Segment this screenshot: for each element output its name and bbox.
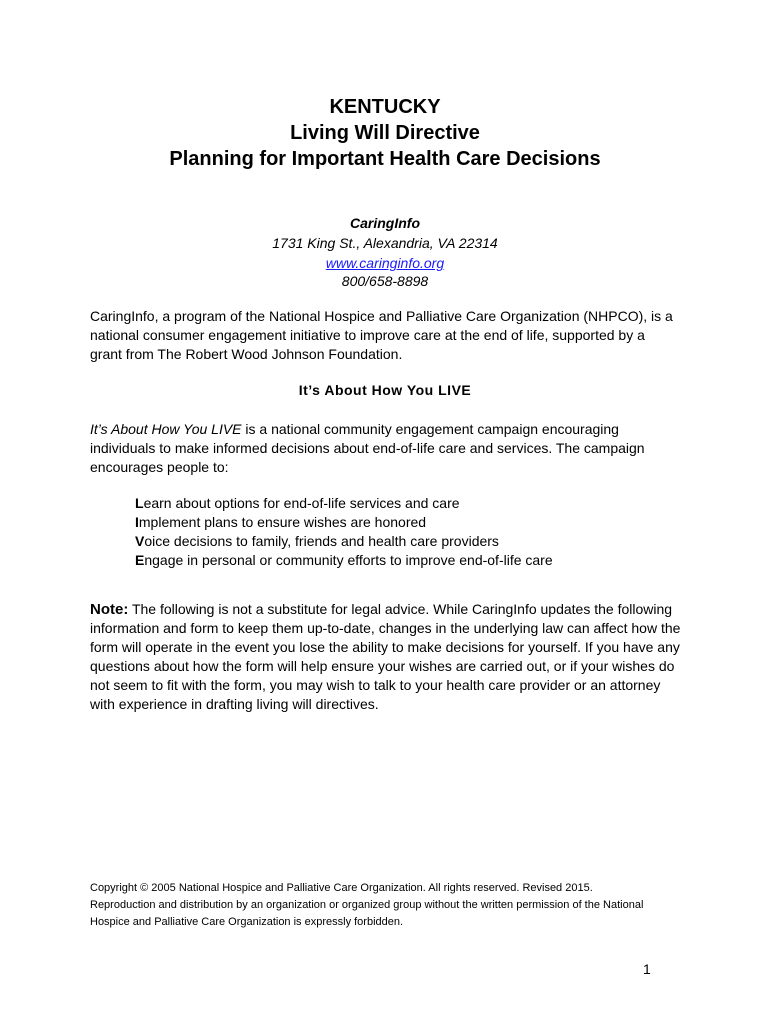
list-item-letter: L <box>135 495 144 511</box>
list-item-text: oice decisions to family, friends and health care providers <box>144 533 499 549</box>
copyright-notice <box>90 880 680 931</box>
organization-address: 1731 King St., Alexandria, VA 22314 <box>272 235 498 251</box>
page-number: 1 <box>643 961 651 977</box>
list-item-text: mplement plans to ensure wishes are honored <box>138 514 427 530</box>
note-text: The following is not a substitute for legal advice. While CaringInfo updates the following information and form to keep them up-to-date, changes in the underlying law can affect how the form will operate in the event you lose the ability to make decisions for yourself. If you have any questions about how the form will help ensure your wishes are carried out, or if your wishes do not seem to fit with the form, you may wish to talk to your health care provider or an attorney with experience in drafting living will directives. <box>90 601 681 712</box>
campaign-list <box>135 494 675 570</box>
list-item-text: ngage in personal or community efforts to improve end-of-life care <box>144 552 553 568</box>
list-item-letter: I <box>135 514 139 530</box>
campaign-name: It’s About How You LIVE <box>90 421 242 437</box>
organization-website-link[interactable]: www.caringinfo.org <box>325 255 445 271</box>
list-item <box>135 513 675 532</box>
list-item <box>135 494 675 513</box>
list-item-text: earn about options for end-of-life services and care <box>143 495 460 511</box>
campaign-description: is a national community engagement campaign encouraging individuals to make informed decisions about end-of-life care and services. The campaign encourages people to: <box>90 421 645 475</box>
document-subtitle: Planning for Important Health Care Decisions <box>169 148 601 170</box>
list-item <box>135 532 675 551</box>
note-label: Note: <box>90 601 129 618</box>
reproduction-notice: Reproduction and distribution by an organization or organized group without the written permission of the National Hospice and Palliative Care Organization is expressly forbidden. <box>90 899 644 928</box>
organization-phone: 800/658-8898 <box>341 273 429 289</box>
organization-name: CaringInfo <box>350 215 420 231</box>
campaign-paragraph <box>90 420 680 477</box>
list-item-letter: V <box>135 533 145 549</box>
list-item <box>135 551 675 570</box>
intro-paragraph: CaringInfo, a program of the National Hospice and Palliative Care Organization (NHPCO), is a national consumer engagement initiative to improve care at the end of life, supported by a grant from The Robert Wood Johnson Foundation. <box>90 308 673 362</box>
campaign-heading: It’s About How You LIVE <box>298 382 472 398</box>
note-paragraph <box>90 600 682 714</box>
list-item-letter: E <box>135 552 145 568</box>
copyright-line: Copyright © 2005 National Hospice and Palliative Care Organization. All rights reserved. Revised 2015. <box>90 882 593 894</box>
state-title: KENTUCKY <box>329 96 441 118</box>
document-title: Living Will Directive <box>290 122 480 144</box>
